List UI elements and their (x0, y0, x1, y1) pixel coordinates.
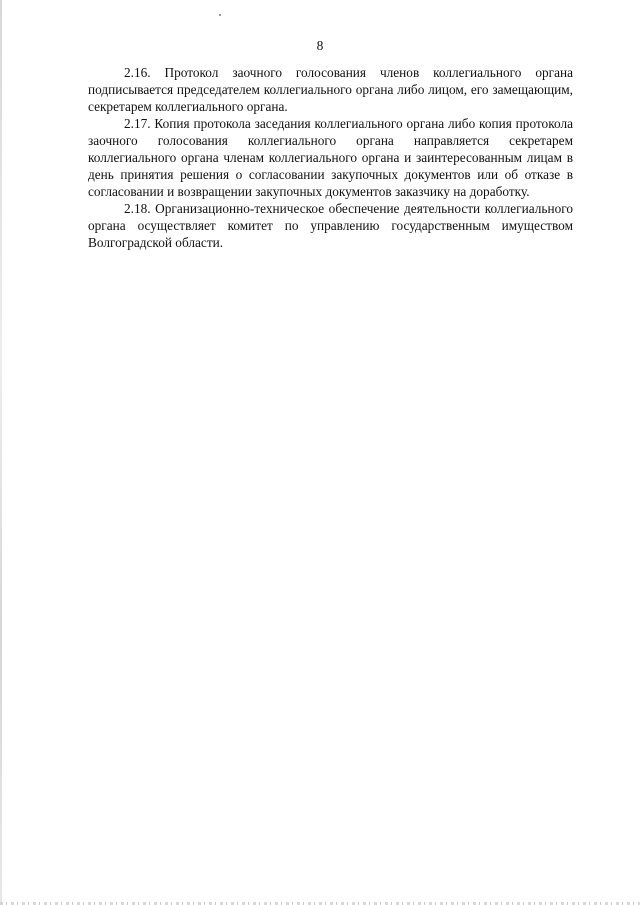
paragraph-2-16: 2.16. Протокол заочного голосования членов коллегиального органа подписывается председателем коллегиального органа либо лицом, его замещающим, секретарем коллегиального органа. (88, 65, 573, 114)
document-body (88, 64, 573, 251)
page-number: 8 (316, 38, 324, 53)
scan-speck (219, 14, 221, 16)
paragraph-2-18: 2.18. Организационно-техническое обеспечение деятельности коллегиального органа осуществляет комитет по управлению государственным имуществом Волгоградской области. (88, 201, 573, 250)
paragraph-2-17: 2.17. Копия протокола заседания коллегиального органа либо копия протокола заочного голосования коллегиального органа направляется секретарем коллегиального органа членам коллегиального органа и заинтересованным лицам в день принятия решения о согласовании закупочных документов или об отказе в согласовании и возвращении закупочных документов заказчику на доработку. (88, 116, 573, 199)
scan-edge-left (0, 0, 2, 905)
